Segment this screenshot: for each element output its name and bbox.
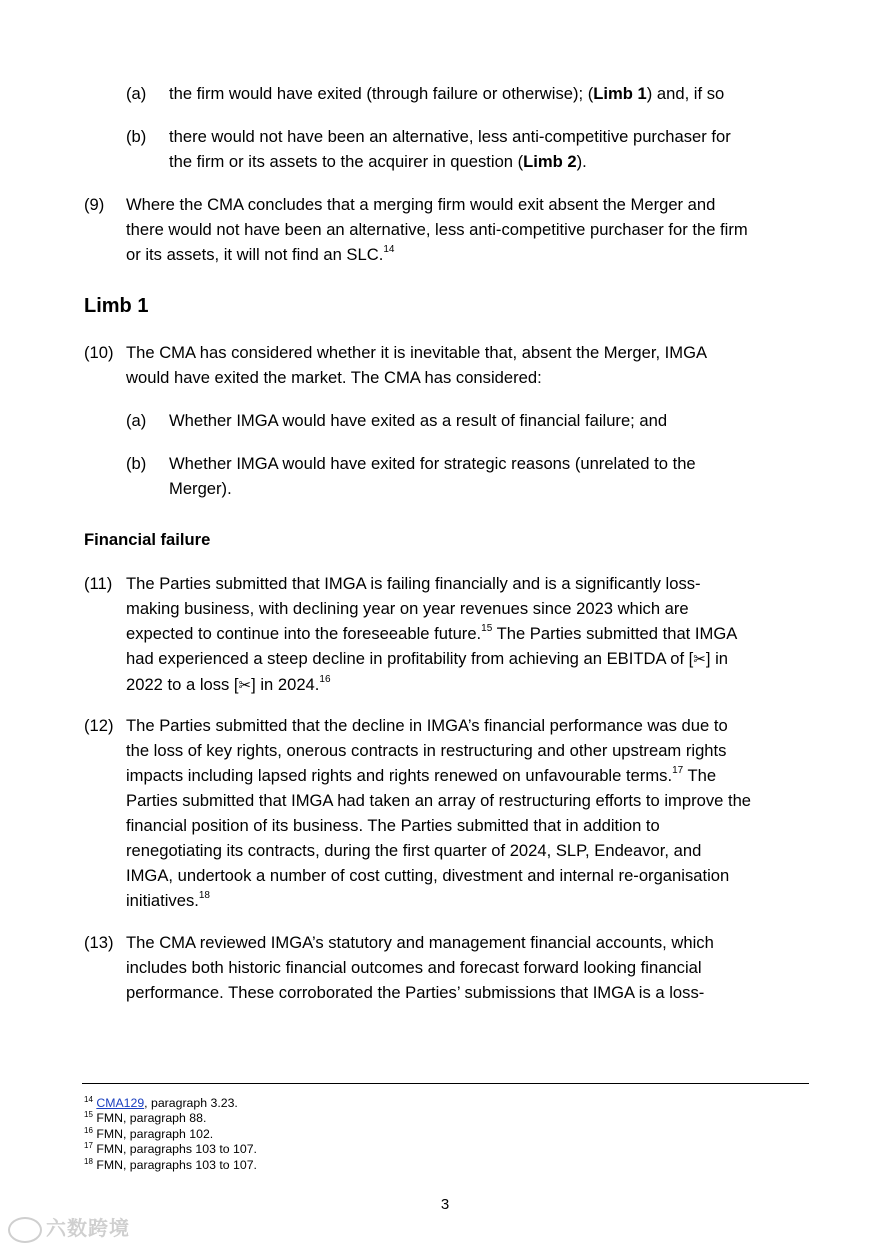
redaction-scissors-icon: ✂ xyxy=(693,650,706,668)
footnote-ref: 17 xyxy=(672,765,684,777)
paragraph-number: (11) xyxy=(84,574,113,593)
footnote-ref: 16 xyxy=(319,674,331,686)
subsection-heading: Financial failure xyxy=(84,530,211,549)
watermark: 六数跨境 xyxy=(8,1212,130,1243)
paragraph-text: The Parties submitted that IMGA is failing financially and is a significantly loss- making business, with declining year on year revenues since 2023 which are expected to continue into the foreseeable future.$^{15}$ The Parties submitted that IMGA had experienced a steep decline in profitability from achieving an EBITDA of [✂] in 2022 to a loss [✂] in 2024.16 xyxy=(126,574,738,694)
watermark-logo-icon xyxy=(8,1217,42,1243)
page-number: 3 xyxy=(440,1196,450,1213)
section-heading: Limb 1 xyxy=(84,295,149,317)
list-item-text: the firm would have exited (through failure or otherwise); (Limb 1) and, if so xyxy=(169,84,725,103)
footnote-ref: 18 xyxy=(198,890,210,902)
list-label: (b) xyxy=(126,127,147,146)
list-label: (a) xyxy=(126,84,147,103)
footnote-ref: 15 xyxy=(481,623,493,635)
paragraph-text: The CMA reviewed IMGA’s statutory and management financial accounts, which includes both historic financial outcomes and forecast forward looking financial performance. These corroborated the Parties’ submissions that IMGA is a loss- xyxy=(126,933,714,1002)
list-label: (a) xyxy=(126,411,147,430)
list-item-text: there would not have been an alternative, less anti-competitive purchaser for the firm or its assets to the acquirer in question (Limb 2). xyxy=(169,127,731,171)
paragraph-number: (12) xyxy=(84,716,114,735)
paragraph-number: (13) xyxy=(84,933,114,952)
footnote-ref: 14 xyxy=(383,244,395,256)
footnote: $^{17}$ FMN, paragraphs 103 to 107. xyxy=(84,1140,257,1156)
paragraph-text: The Parties submitted that the decline in IMGA’s financial performance was due to the loss of key rights, onerous contracts in restructuring and other upstream rights impacts including lapsed rights and rights renewed on unfavourable terms.$^{17}$ The Parties submitted that IMGA had taken an array of restructuring efforts to improve the financial position of its business. The Parties submitted that in addition to renegotiating its contracts, during the first quarter of 2024, SLP, Endeavor, and IMGA, undertook a number of cost cutting, divestment and internal re-organisation initiatives.$^{18}$ xyxy=(126,716,752,910)
list-label: (b) xyxy=(126,454,147,473)
list-item-text: Whether IMGA would have exited for strategic reasons (unrelated to the Merger). xyxy=(169,454,696,498)
paragraph-text: Where the CMA concludes that a merging firm would exit absent the Merger and there would not have been an alternative, less anti-competitive purchaser for the firm or its assets, it will not find an SLC.$^{14}$ xyxy=(126,195,748,264)
footnote: $^{18}$ FMN, paragraphs 103 to 107. xyxy=(84,1156,257,1172)
cma129-link[interactable]: CMA129 xyxy=(96,1096,145,1110)
footnote: $^{14}$ CMA129, paragraph 3.23. xyxy=(84,1094,238,1110)
paragraph-number: (10) xyxy=(84,343,114,362)
footnote-separator xyxy=(82,1083,809,1084)
redaction-scissors-icon: ✂ xyxy=(238,676,252,694)
footnote: $^{15}$ FMN, paragraph 88. xyxy=(84,1109,207,1125)
paragraph-text: The CMA has considered whether it is inevitable that, absent the Merger, IMGA would have exited the market. The CMA has considered: xyxy=(126,343,708,387)
list-item-text: Whether IMGA would have exited as a result of financial failure; and xyxy=(169,411,668,430)
paragraph-number: (9) xyxy=(84,195,105,214)
footnote: $^{16}$ FMN, paragraph 102. xyxy=(84,1125,214,1141)
